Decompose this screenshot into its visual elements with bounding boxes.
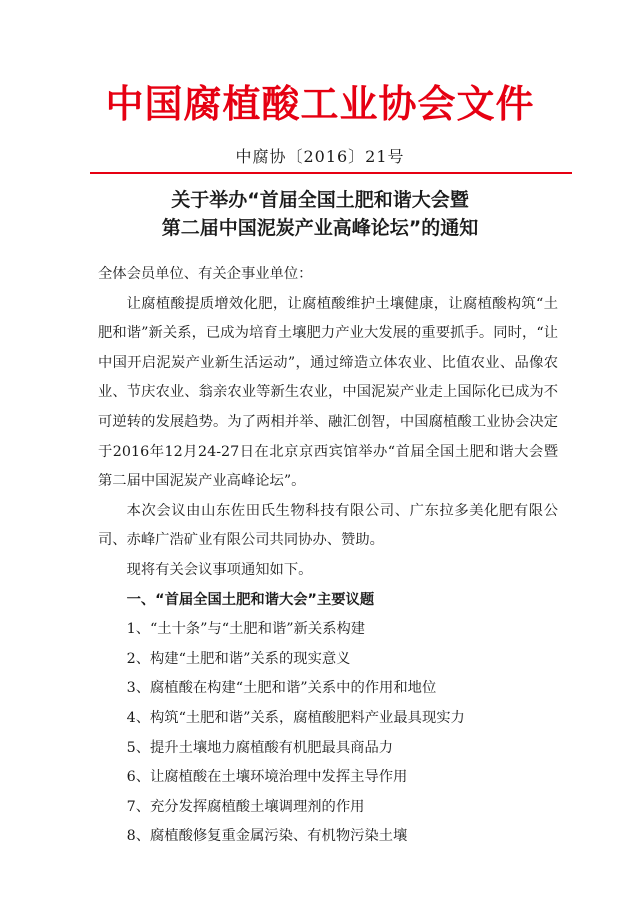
- body-paragraph-3: 现将有关会议事项通知如下。: [126, 561, 313, 578]
- notice-title-line-1: 关于举办“首届全国土肥和谐大会暨: [171, 189, 469, 211]
- agenda-item: 1、“土十条”与“土肥和谐”新关系构建: [126, 621, 366, 638]
- agenda-list: [98, 615, 558, 852]
- agenda-item: 7、充分发挥腐植酸土壤调理剂的作用: [126, 798, 365, 815]
- document-org-title: 中国腐植酸工业协会文件: [105, 82, 535, 126]
- agenda-item: 2、构建“土肥和谐”关系的现实意义: [126, 650, 351, 667]
- notice-title-line-2: 第二届中国泥炭产业高峰论坛”的通知: [161, 217, 479, 239]
- section-heading-1: 一、“首届全国土肥和谐大会”主要议题: [126, 591, 375, 608]
- agenda-item: 6、让腐植酸在土壤环境治理中发挥主导作用: [126, 769, 408, 786]
- document-number: 中腐协〔2016〕21号: [235, 147, 405, 166]
- agenda-item: 8、腐植酸修复重金属污染、有机物污染土壤: [126, 828, 408, 845]
- agenda-item: 4、构筑“土肥和谐”关系，腐植酸肥料产业最具现实力: [126, 709, 465, 726]
- body-paragraph-2: 本次会议由山东佐田氏生物科技有限公司、广东拉多美化肥有限公司、赤峰广浩矿业有限公司共同协办、赞助。: [98, 502, 558, 549]
- notice-body: [98, 260, 558, 852]
- body-paragraph-1: 让腐植酸提质增效化肥，让腐植酸维护土壤健康，让腐植酸构筑“土肥和谐”新关系，已成为培育土壤肥力产业大发展的重要抓手。同时，“让中国开启泥炭产业新生活运动”，通过缔造立体农业、比值农业、品像农业、节庆农业、翁亲农业等新生农业，中国泥炭产业走上国际化已成为不可逆转的发展趋势。为了两相并举、融汇创智，中国腐植酸工业协会决定于2016年12月24-27日在北京京西宾馆举办“首届全国土肥和谐大会暨第二届中国泥炭产业高峰论坛”。: [98, 295, 558, 490]
- red-divider-line: [90, 172, 572, 174]
- salutation: 全体会员单位、有关企事业单位：: [98, 266, 313, 282]
- agenda-item: 5、提升土壤地力腐植酸有机肥最具商品力: [126, 739, 394, 756]
- notice-title: [0, 186, 640, 242]
- agenda-item: 3、腐植酸在构建“土肥和谐”关系中的作用和地位: [126, 680, 437, 697]
